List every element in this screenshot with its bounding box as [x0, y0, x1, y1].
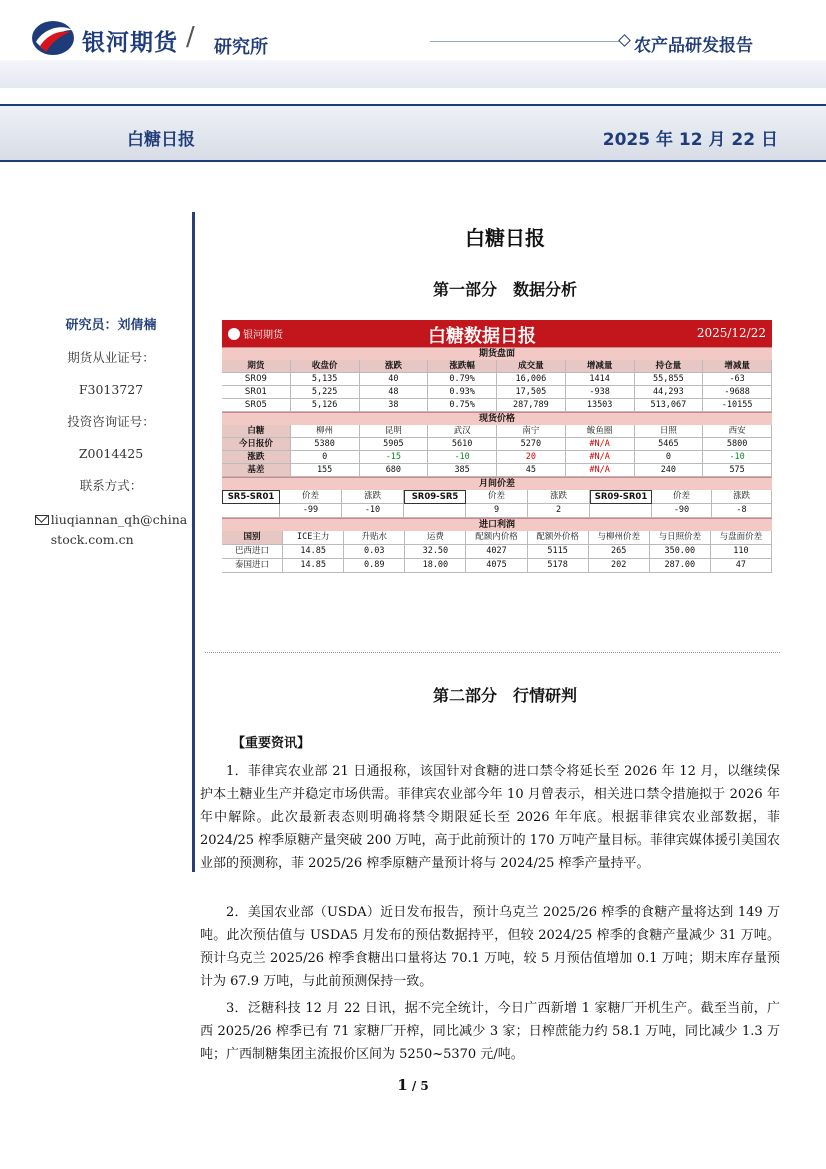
sidebar-rule — [192, 212, 195, 872]
table-cell: 265 — [589, 545, 650, 559]
table-cell: 575 — [703, 464, 772, 477]
table-cell: 巴西进口 — [222, 545, 283, 559]
table-header-cell: SR09-SR01 — [590, 490, 652, 504]
import-grid — [222, 531, 772, 573]
table-cell: -10 — [342, 504, 404, 518]
table-cell: 40 — [360, 373, 429, 386]
table-cell: 155 — [291, 464, 360, 477]
page-separator: / — [407, 1079, 421, 1093]
table-cell: 0 — [291, 451, 360, 464]
section-divider — [205, 652, 780, 653]
table-cell: 240 — [635, 464, 704, 477]
table-cell: SR01 — [222, 386, 291, 399]
table-cell: #N/A — [566, 438, 635, 451]
table-cell: 32.50 — [405, 545, 466, 559]
futures-grid — [222, 360, 772, 412]
total-pages: 5 — [420, 1079, 429, 1093]
table-cell: 14.85 — [283, 559, 344, 573]
table-header-cell: 日照 — [635, 425, 704, 438]
table-cell: 5610 — [428, 438, 497, 451]
table-header-cell: 西安 — [703, 425, 772, 438]
news-paragraph-1: 1．菲律宾农业部 21 日通报称，该国针对食糖的进口禁令将延长至 2026 年 12 月，以继续保护本土糖业生产并稳定市场供需。菲律宾农业部今年 10 月曾表示，相关进口禁令措施拟于 2026 年年中解除。此次最新表态则明确将禁令期限延长至 2026 年年底。根据菲律宾农业部数据，菲 2024/25 榨季原糖产量突破 200 万吨，高于此前预计的 170 万吨产量目标。菲律宾媒体援引美国农业部的预测称，菲 2025/26 榨季原糖产量预计将与 2024/25 榨季产量持平。 — [200, 764, 780, 871]
institute-name: 研究所 — [214, 37, 268, 58]
table-cell: -10 — [703, 451, 772, 464]
table-header-cell: 价差 — [466, 490, 528, 504]
spread-grid — [222, 490, 772, 518]
table-banner — [222, 320, 772, 347]
table-header-cell: 运费 — [405, 531, 466, 545]
table-header-cell: 涨跌 — [528, 490, 590, 504]
table-cell — [404, 504, 466, 518]
table-cell: 泰国进口 — [222, 559, 283, 573]
spot-section-header: 现货价格 — [222, 412, 772, 425]
table-cell: 涨跌 — [222, 451, 291, 464]
license-label: 期货从业证号： — [67, 350, 155, 365]
table-cell: 18.00 — [405, 559, 466, 573]
table-title: 白糖数据日报 — [428, 326, 536, 347]
table-header-cell: 与柳州价差 — [589, 531, 650, 545]
table-cell: -9688 — [703, 386, 772, 399]
table-cell: 17,505 — [497, 386, 566, 399]
page-number — [0, 1076, 826, 1094]
table-cell: 5270 — [497, 438, 566, 451]
table-cell: 38 — [360, 399, 429, 412]
part2-heading: 第二部分 行情研判 — [432, 686, 577, 705]
table-cell: 0 — [635, 451, 704, 464]
brand-separator: / — [186, 22, 195, 52]
table-cell: 55,855 — [635, 373, 704, 386]
table-header-cell: SR5-SR01 — [222, 490, 280, 504]
envelope-icon — [35, 515, 49, 525]
table-cell: 0.03 — [344, 545, 405, 559]
current-page: 1 — [397, 1076, 408, 1094]
table-cell: 0.89 — [344, 559, 405, 573]
page-header — [0, 0, 826, 88]
table-header-cell: 收盘价 — [291, 360, 360, 373]
table-cell: 基差 — [222, 464, 291, 477]
header-band — [0, 60, 826, 88]
table-cell: 4075 — [466, 559, 527, 573]
table-cell: 5800 — [703, 438, 772, 451]
table-cell: 20 — [497, 451, 566, 464]
table-header-cell: 升贴水 — [344, 531, 405, 545]
table-cell: 4027 — [466, 545, 527, 559]
table-header-cell: 增减量 — [566, 360, 635, 373]
table-cell: 385 — [428, 464, 497, 477]
table-cell: -10155 — [703, 399, 772, 412]
table-cell: 2 — [528, 504, 590, 518]
news-paragraph-2: 2．美国农业部（USDA）近日发布报告，预计乌克兰 2025/26 榨季的食糖产量将达到 149 万吨。此次预估值与 USDA5 月发布的预估数据持平，但较 2024/25 榨季的食糖产量减少 31 万吨。预计乌克兰 2025/26 榨季食糖出口量将达 70.1 万吨，较 5 月预估值增加 0.1 万吨；期末库存量预计为 67.9 万吨，与此前预测保持一致。 — [200, 905, 780, 989]
table-cell: 5,126 — [291, 399, 360, 412]
consult-label: 投资咨询证号： — [67, 414, 155, 429]
galaxy-logo-icon — [30, 18, 76, 58]
email-line-2: stock.com.cn — [50, 532, 134, 547]
table-cell: 287,789 — [497, 399, 566, 412]
table-header-cell: 与盘面价差 — [711, 531, 772, 545]
contact-label: 联系方式： — [79, 478, 143, 493]
table-header-cell: 南宁 — [497, 425, 566, 438]
table-cell: SR09 — [222, 373, 291, 386]
table-cell: 513,067 — [635, 399, 704, 412]
table-cell: 9 — [466, 504, 528, 518]
table-header-cell: 成交量 — [497, 360, 566, 373]
table-cell: 5,225 — [291, 386, 360, 399]
table-header-cell: 柳州 — [291, 425, 360, 438]
table-cell: -15 — [360, 451, 429, 464]
table-logo: 银河期货 — [228, 326, 283, 341]
table-header-cell: 价差 — [652, 490, 712, 504]
table-cell: 今日报价 — [222, 438, 291, 451]
analyst-name: 研究员：刘倩楠 — [65, 318, 157, 333]
table-header-cell: 增减量 — [703, 360, 772, 373]
table-cell: -8 — [712, 504, 772, 518]
table-cell: 45 — [497, 464, 566, 477]
brand-name: 银河期货 — [82, 30, 178, 56]
table-header-cell: 武汉 — [428, 425, 497, 438]
consult-number: Z0014425 — [78, 446, 144, 461]
table-cell: 0.79% — [428, 373, 497, 386]
table-header-cell: 持仓量 — [635, 360, 704, 373]
table-cell: 14.85 — [283, 545, 344, 559]
table-header-cell: 与日照价差 — [650, 531, 711, 545]
email-line-1: liuqiannan_qh@china — [50, 512, 188, 527]
table-header-cell: 昆明 — [360, 425, 429, 438]
table-header-cell: SR09-SR5 — [404, 490, 466, 504]
spot-grid — [222, 425, 772, 477]
table-header-cell: 配额内价格 — [466, 531, 527, 545]
futures-section-header: 期货盘面 — [222, 347, 772, 360]
table-cell: 47 — [711, 559, 772, 573]
analyst-sidebar — [36, 318, 186, 550]
table-cell: -90 — [652, 504, 712, 518]
import-section-header: 进口利润 — [222, 518, 772, 531]
table-cell: 5178 — [528, 559, 589, 573]
contact-email[interactable] — [36, 510, 186, 550]
table-cell — [222, 504, 280, 518]
header-rule — [430, 41, 620, 42]
report-name: 白糖日报 — [127, 130, 195, 150]
table-header-cell: 涨跌 — [360, 360, 429, 373]
table-cell: 48 — [360, 386, 429, 399]
table-header-cell: 期货 — [222, 360, 291, 373]
table-cell: 680 — [360, 464, 429, 477]
report-date: 2025 年 12 月 22 日 — [602, 130, 778, 150]
news-heading: 【重要资讯】 — [232, 736, 311, 751]
table-header-cell: 配额外价格 — [528, 531, 589, 545]
table-header-cell: 白糖 — [222, 425, 291, 438]
license-number: F3013727 — [78, 382, 144, 397]
table-cell: 0.75% — [428, 399, 497, 412]
table-date: 2025/12/22 — [696, 326, 766, 340]
table-cell: 350.00 — [650, 545, 711, 559]
part1-heading: 第一部分 数据分析 — [432, 280, 577, 299]
table-header-cell: 涨跌 — [342, 490, 404, 504]
table-cell: 1414 — [566, 373, 635, 386]
table-header-cell: 鲅鱼圈 — [566, 425, 635, 438]
report-title-bar — [0, 104, 826, 162]
table-header-cell: ICE主力 — [283, 531, 344, 545]
table-cell: -99 — [280, 504, 342, 518]
table-cell: 202 — [589, 559, 650, 573]
table-cell: 16,006 — [497, 373, 566, 386]
table-header-cell: 涨跌 — [712, 490, 772, 504]
table-cell: 13503 — [566, 399, 635, 412]
table-cell: 5465 — [635, 438, 704, 451]
table-cell: #N/A — [566, 464, 635, 477]
table-cell: 5,135 — [291, 373, 360, 386]
sugar-data-table — [222, 320, 772, 573]
news-paragraph-3: 3．泛糖科技 12 月 22 日讯，据不完全统计，今日广西新增 1 家糖厂开机生产。截至当前，广西 2025/26 榨季已有 71 家糖厂开榨，同比减少 3 家；日榨蔗能力约 58.1 万吨，同比减少 1.3 万吨；广西制糖集团主流报价区间为 5250~5370 元/吨。 — [200, 1001, 780, 1062]
table-cell: -63 — [703, 373, 772, 386]
table-header-cell: 涨跌幅 — [428, 360, 497, 373]
document-title: 白糖日报 — [465, 226, 545, 250]
table-cell: -938 — [566, 386, 635, 399]
table-header-cell: 价差 — [280, 490, 342, 504]
table-cell: 110 — [711, 545, 772, 559]
spread-section-header: 月间价差 — [222, 477, 772, 490]
table-cell: -10 — [428, 451, 497, 464]
table-cell: SR05 — [222, 399, 291, 412]
diamond-icon — [618, 34, 631, 47]
table-header-cell: 国别 — [222, 531, 283, 545]
table-cell: 5905 — [360, 438, 429, 451]
table-cell: 44,293 — [635, 386, 704, 399]
report-category: 农产品研发报告 — [634, 36, 753, 56]
table-cell: #N/A — [566, 451, 635, 464]
table-cell: 0.93% — [428, 386, 497, 399]
table-cell — [590, 504, 652, 518]
table-cell: 287.00 — [650, 559, 711, 573]
table-cell: 5115 — [528, 545, 589, 559]
table-cell: 5380 — [291, 438, 360, 451]
